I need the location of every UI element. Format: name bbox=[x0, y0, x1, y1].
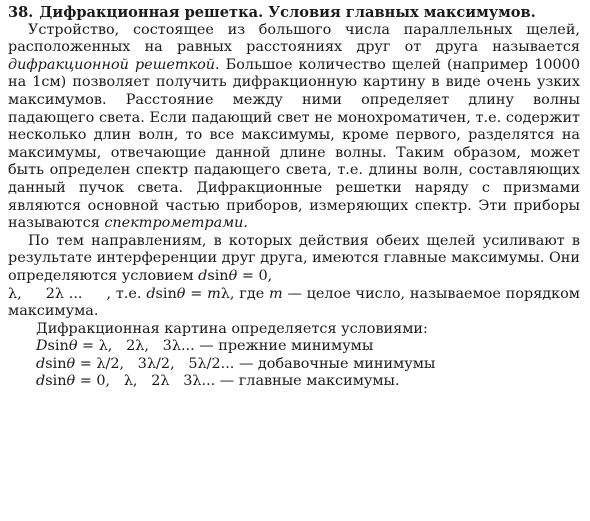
term-diffraction-grating: дифракционной решеткой. bbox=[8, 56, 220, 73]
row2-rest: = 0, λ, 2λ 3λ... — главные максимумы. bbox=[75, 373, 400, 390]
row2-theta: θ bbox=[66, 373, 76, 390]
condition2-m: m bbox=[207, 285, 221, 302]
condition-row-main-maxima bbox=[36, 373, 580, 391]
section-number: 38. bbox=[8, 4, 34, 21]
condition2-sin: sin bbox=[155, 285, 177, 302]
condition2-d: d bbox=[146, 285, 156, 302]
paragraph-main-maxima bbox=[8, 233, 580, 321]
condition-row-additional-minima bbox=[36, 356, 580, 374]
condition2-tail: — целое число, называемое порядком максимума. bbox=[8, 285, 581, 320]
condition2-m2: m bbox=[269, 285, 283, 302]
paragraph1-text-b: Большое количество щелей (например 10000 на 1см) позволяет получить дифракционную картину в виде очень узких максимумов. Расстояние между ними определяет длину волны падающего света. Если падающий свет не монохроматичен, т.е. содержит несколько длин волн, то все максимумы, кроме первого, разделятся на максимумы, отвечающие данной длине волны. Таким образом, может быть определен спектр падающего света, т.е. длины волн, составляющих данный пучок света. Дифракционные решетки наряду с призмами являются основной частью приборов, измеряющих спектр. Эти приборы называются bbox=[8, 56, 580, 232]
row0-fn: sin bbox=[47, 338, 69, 355]
condition2-eq: = bbox=[185, 285, 208, 302]
condition-theta: θ bbox=[228, 267, 238, 284]
condition-rhs: = 0, bbox=[237, 267, 273, 284]
condition-sin: sin bbox=[207, 267, 229, 284]
conditions-intro: Дифракционная картина определяется условиями: bbox=[36, 320, 428, 337]
condition-values: λ, 2λ ... bbox=[8, 285, 107, 302]
section-title: Дифракционная решетка. Условия главных максимумов. bbox=[39, 4, 536, 21]
row1-theta: θ bbox=[66, 355, 76, 372]
condition-row-previous-minima bbox=[36, 338, 580, 356]
condition-d: d bbox=[198, 267, 208, 284]
section-heading bbox=[8, 4, 580, 22]
paragraph-definition bbox=[8, 22, 580, 233]
paragraph1-text-a: Устройство, состоящее из большого числа параллельных щелей, расположенных на равных расстояниях друг от друга называется bbox=[8, 21, 580, 56]
row1-rest: = λ/2, 3λ/2, 5λ/2... — добавочные минимумы bbox=[75, 355, 436, 372]
row1-fn: sin bbox=[45, 355, 67, 372]
term-spectrometers: спектрометрами. bbox=[104, 215, 248, 232]
paragraph2-ie: , т.е. bbox=[106, 285, 147, 302]
paragraph2-text-a: По тем направлениям, в которых действия обеих щелей усиливают в результате интерференции друг друга, имеются главные максимумы. Они определяются условием bbox=[8, 232, 580, 284]
row2-fn: sin bbox=[45, 373, 67, 390]
row0-rest: = λ, 2λ, 3λ... — прежние минимумы bbox=[77, 338, 374, 355]
row1-var: d bbox=[36, 355, 46, 372]
row0-theta: θ bbox=[68, 338, 78, 355]
row0-var: D bbox=[36, 338, 48, 355]
condition2-where: , где bbox=[229, 285, 270, 302]
row2-var: d bbox=[36, 373, 46, 390]
condition2-theta: θ bbox=[176, 285, 186, 302]
condition2-lambda: λ bbox=[220, 285, 230, 302]
